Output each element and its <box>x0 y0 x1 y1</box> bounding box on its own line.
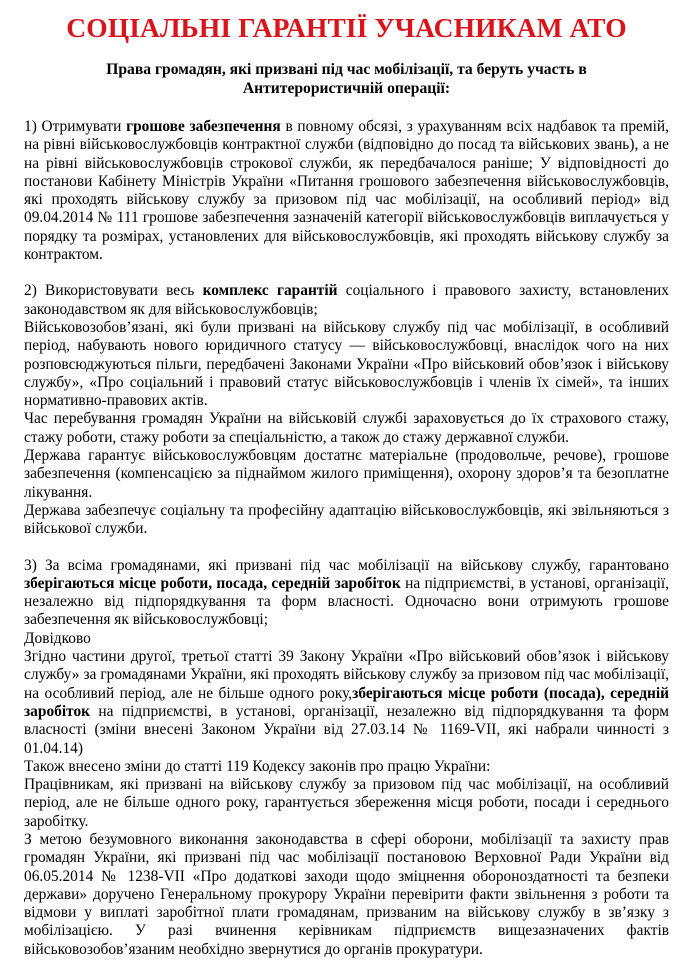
section-3-paragraph-1 <box>24 557 669 630</box>
law-text-end: на підприємстві, в установі, організації, незалежно від підпорядкування та форм власності (зміни внесені Законом України від 27.03.14 № 1169-VII, які набрали чинності з 01.04.14) <box>24 702 669 757</box>
reference-label: Довідково <box>24 629 91 647</box>
section-2-paragraph-1 <box>24 282 669 319</box>
section-3 <box>24 557 669 960</box>
labor-code-paragraph: Також внесено зміни до статті 119 Кодексу законів про працю України: <box>24 757 491 775</box>
page-subtitle: Права громадян, які призвані під час мобілізації, та беруть участь в Антитерористичній операції: <box>106 61 587 97</box>
section-1-bold: грошове забезпечення <box>126 118 281 135</box>
section-2 <box>24 282 669 538</box>
section-3-bold: зберігаються місце роботи, посада, середній заробіток <box>24 574 401 592</box>
section-2-bold: комплекс гарантій <box>202 282 338 300</box>
section-2-paragraph-3: Час перебування громадян України на військовій службі зараховується до їх страхового стажу, стажу роботи, стажу роботи за спеціальністю, а також до стажу державної служби. <box>24 410 669 446</box>
section-2-paragraph-2: Військовозобов’язані, які були призвані на військову службу під час мобілізації, в особливий період, набувають нового юридичного статусу — військовослужбовці, внаслідок чого на них розповсюджуються пільги, передбачені Законами України «Про військовий обов’язок і військову службу», «Про соціальний і правовий статус військовослужбовців і членів їх сімей», та інших нормативно-правових актів. <box>24 318 669 410</box>
section-2-text-start: 2) Використовувати весь <box>24 282 203 300</box>
section-1-text-end: в повному обсязі, з урахуванням всіх надбавок та премій, на рівні військовослужбовців контрактної служби (відповідно до посад та військових звань), а не на рівні військовослужбовців строкової служби, як передбачалося раніше; У відповідності до постанови Кабінету Міністрів України «Питання грошового забезпечення військовослужбовців, які проходять військову службу за призовом під час мобілізації, на особливий період» від 09.04.2014 № 111 грошове забезпечення зазначеній категорії військовослужбовців виплачується у порядку та розмірах, установлених для військовослужбовців, які проходять військову службу за контрактом. <box>24 118 669 264</box>
section-2-text-end: соціального і правового захисту, встановлених законодавством як для військовослужбовців; <box>24 282 669 318</box>
section-1 <box>24 118 669 264</box>
section-2-paragraph-5: Держава забезпечує соціальну та професійну адаптацію військовослужбовців, які звільняються з військової служби. <box>24 501 669 538</box>
law-paragraph <box>24 648 669 758</box>
page-title: СОЦІАЛЬНІ ГАРАНТІЇ УЧАСНИКАМ АТО <box>66 12 627 43</box>
section-1-paragraph <box>24 118 669 264</box>
section-1-text-start: 1) Отримувати <box>24 118 127 135</box>
section-2-paragraph-4: Держава гарантує військовослужбовцям достатнє матеріальне (продовольче, речове), грошове забезпечення (компенсацією за піднаймом жилого приміщення), охорону здоров’я та безоплатне лікування. <box>24 447 669 501</box>
final-paragraph: З метою безумовного виконання законодавства в сфері оборони, мобілізації та захисту прав громадян України, які призвані під час мобілізації постановою Верховної Ради України від 06.05.2014 № 1238-VII «Про додаткові заходи щодо зміцнення обороноздатності та безпеки держави» доручено Генеральному прокурору України перевірити факти звільнення з роботи та відмови у виплаті заробітної плати громадянам, призваним на військову службу в зв’язку з мобілізацією. У разі вчинення керівникам підприємств вищезазначених фактів військовозобов’язаним необхідно звернутися до органів прокуратури. <box>24 830 669 958</box>
section-3-text-start: 3) За всіма громадянами, які призвані під час мобілізації на військову службу, гарантовано <box>24 556 669 574</box>
section-3-text-end: на підприємстві, в установі, організації, незалежно від підпорядкування та форм власності. Одночасно вони отримують грошове забезпечення як військовослужбовці; <box>24 574 669 629</box>
law-text-start: Згідно частини другої, третьої статті 39 Закону України «Про військовий обов’язок і військову службу» за громадянами України, які проходять військову службу за призовом під час мобілізації, на особливий період, але не більше одного року, <box>24 648 669 702</box>
law-bold: зберігаються місце роботи (посада), середній заробіток <box>24 684 669 720</box>
workers-paragraph: Працівникам, які призвані на військову службу за призовом під час мобілізації, на особливий період, але не більше одного року, гарантується збереження місця роботи, посади і середнього заробітку. <box>24 776 669 830</box>
